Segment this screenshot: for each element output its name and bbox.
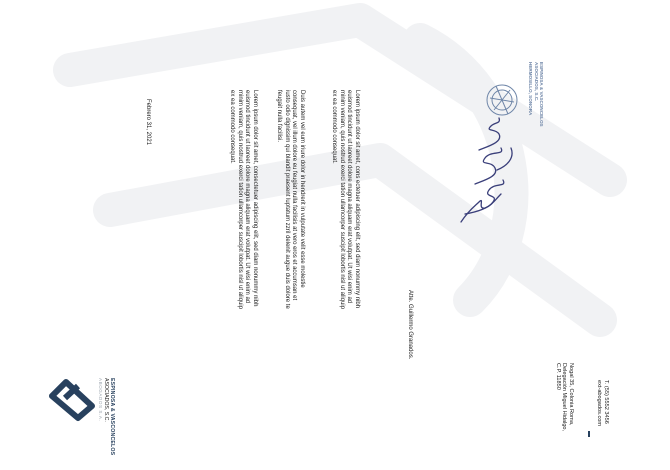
paragraph-line: euismod tincidunt ut laoreet dolore magna aliquam erat volutpat. Ut wisi enim ad (346, 90, 353, 304)
firm-name: ESPINOSA & VASCONCELOS (109, 378, 115, 456)
paragraph-line: consequat, vel illum dolore eu feugiat nulla facilisis at vero eros et accumsan et (291, 90, 298, 301)
footer-email: ext-abogados.com (596, 380, 603, 427)
paragraph-line: euismod tincidunt ut laoreet dolore magna aliquam erat volutpat. Ut wisi enim ad (244, 90, 251, 304)
footer-contact (596, 380, 609, 426)
letter-paragraph-1 (228, 90, 258, 309)
address-line: Delegación Miguel Hidalgo, (561, 363, 568, 432)
paragraph-line: ex ea commodo consequat. (331, 90, 338, 164)
stamp-line: ESPINOSA & VASCONCELOS (539, 62, 544, 127)
stamp-line: ASOCIADOS, S.C. (533, 62, 539, 102)
letter-closing: Atte. Guillermo Granados. (407, 290, 413, 360)
paragraph-line: iusto odio dignissim qui blandit praesent luptatum zzril delenit augue duis dolore te (283, 90, 290, 309)
stamp-text (528, 62, 544, 127)
paragraph-line: Lorem ipsum dolor sit amet, cons ectetuer adipiscing elit, sed diam nonummy nibh (354, 90, 360, 309)
letter-date: Febrero 31, 2021 (145, 99, 151, 146)
address-line: Nogal 35, Colonia Roma, (568, 363, 574, 426)
paragraph-line: minim veniam, quis nostrud exerci tation ullamcorper suscipit lobortis nisl ut aliquip (338, 90, 345, 310)
footer-divider (588, 431, 590, 437)
letter-paragraph-3 (330, 90, 360, 309)
paragraph-line: Lorem ipsum dolor sit amet, consectetuer adipiscing elit, sed diam nonummy nibh (252, 90, 258, 307)
footer-address (554, 363, 574, 431)
footer-phone: T. (55) 5552 3456 (603, 380, 609, 424)
firm-logo-text (97, 378, 115, 455)
firm-logo-icon (48, 376, 96, 422)
stamp-image (478, 58, 558, 136)
firm-tagline: ABOGADOS S.A. (98, 378, 103, 422)
letter-paragraph-2 (275, 90, 305, 309)
paragraph-line: Duis autem vel eum iriure dolor in hendrerit in vulputate velit esse molestie (299, 90, 305, 288)
paragraph-line: ex ea commodo consequat. (229, 90, 236, 164)
paragraph-line: feugait nulla facilisi. (276, 90, 283, 143)
paragraph-line: minim veniam, quis nostrud exerci tation ullamcorper suscipit lobortis nisl ut aliquip (236, 90, 243, 310)
firm-suffix: ASOCIADOS, S.C. (103, 378, 109, 422)
address-line: C.P. 11850 (554, 363, 561, 390)
stamp-line: HERMOSILLO, SONORA (528, 62, 534, 116)
